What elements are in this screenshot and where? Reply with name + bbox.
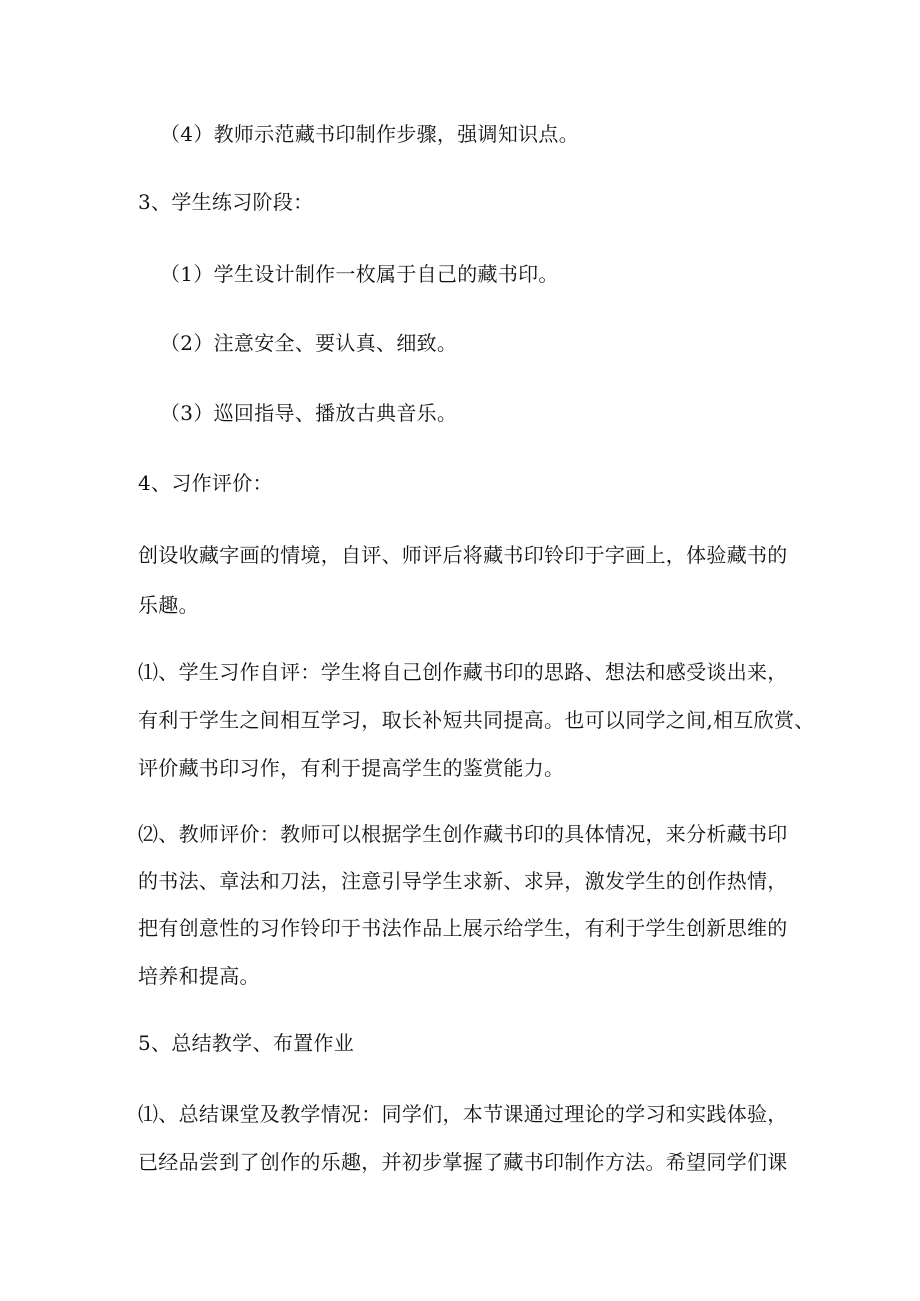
paragraph-line: 把有创意性的习作铃印于书法作品上展示给学生，有利于学生创新思维的 <box>138 916 788 940</box>
paragraph-line: 有利于学生之间相互学习，取长补短共同提高。也可以同学之间,相互欣赏、 <box>138 708 815 732</box>
step-4-line: （4）教师示范藏书印制作步骤，强调知识点。 <box>160 122 580 146</box>
item-2-line: （2）注意安全、要认真、细致。 <box>160 331 458 355</box>
paragraph-line: ⑵、教师评价：教师可以根据学生创作藏书印的具体情况，来分析藏书印 <box>138 822 788 846</box>
paragraph-line: 的书法、章法和刀法，注意引导学生求新、求异，激发学生的创作热情， <box>138 869 788 893</box>
section-5-heading: 5、总结教学、布置作业 <box>138 1031 355 1055</box>
paragraph-line: 培养和提高。 <box>138 964 260 988</box>
paragraph-line: 评价藏书印习作，有利于提高学生的鉴赏能力。 <box>138 756 565 780</box>
item-3-line: （3）巡回指导、播放古典音乐。 <box>160 401 458 425</box>
paragraph-line: ⑴、学生习作自评：学生将自己创作藏书印的思路、想法和感受谈出来， <box>138 660 788 684</box>
paragraph-line: ⑴、总结课堂及教学情况：同学们，本节课通过理论的学习和实践体验， <box>138 1102 788 1126</box>
section-3-heading: 3、学生练习阶段： <box>138 190 314 214</box>
item-1-line: （1）学生设计制作一枚属于自己的藏书印。 <box>160 262 559 286</box>
paragraph-line: 已经品尝到了创作的乐趣，并初步掌握了藏书印制作方法。希望同学们课 <box>138 1150 788 1174</box>
paragraph-line: 创设收藏字画的情境，自评、师评后将藏书印铃印于字画上，体验藏书的 <box>138 543 788 567</box>
section-4-heading: 4、习作评价： <box>138 471 273 495</box>
paragraph-line: 乐趣。 <box>138 593 199 617</box>
